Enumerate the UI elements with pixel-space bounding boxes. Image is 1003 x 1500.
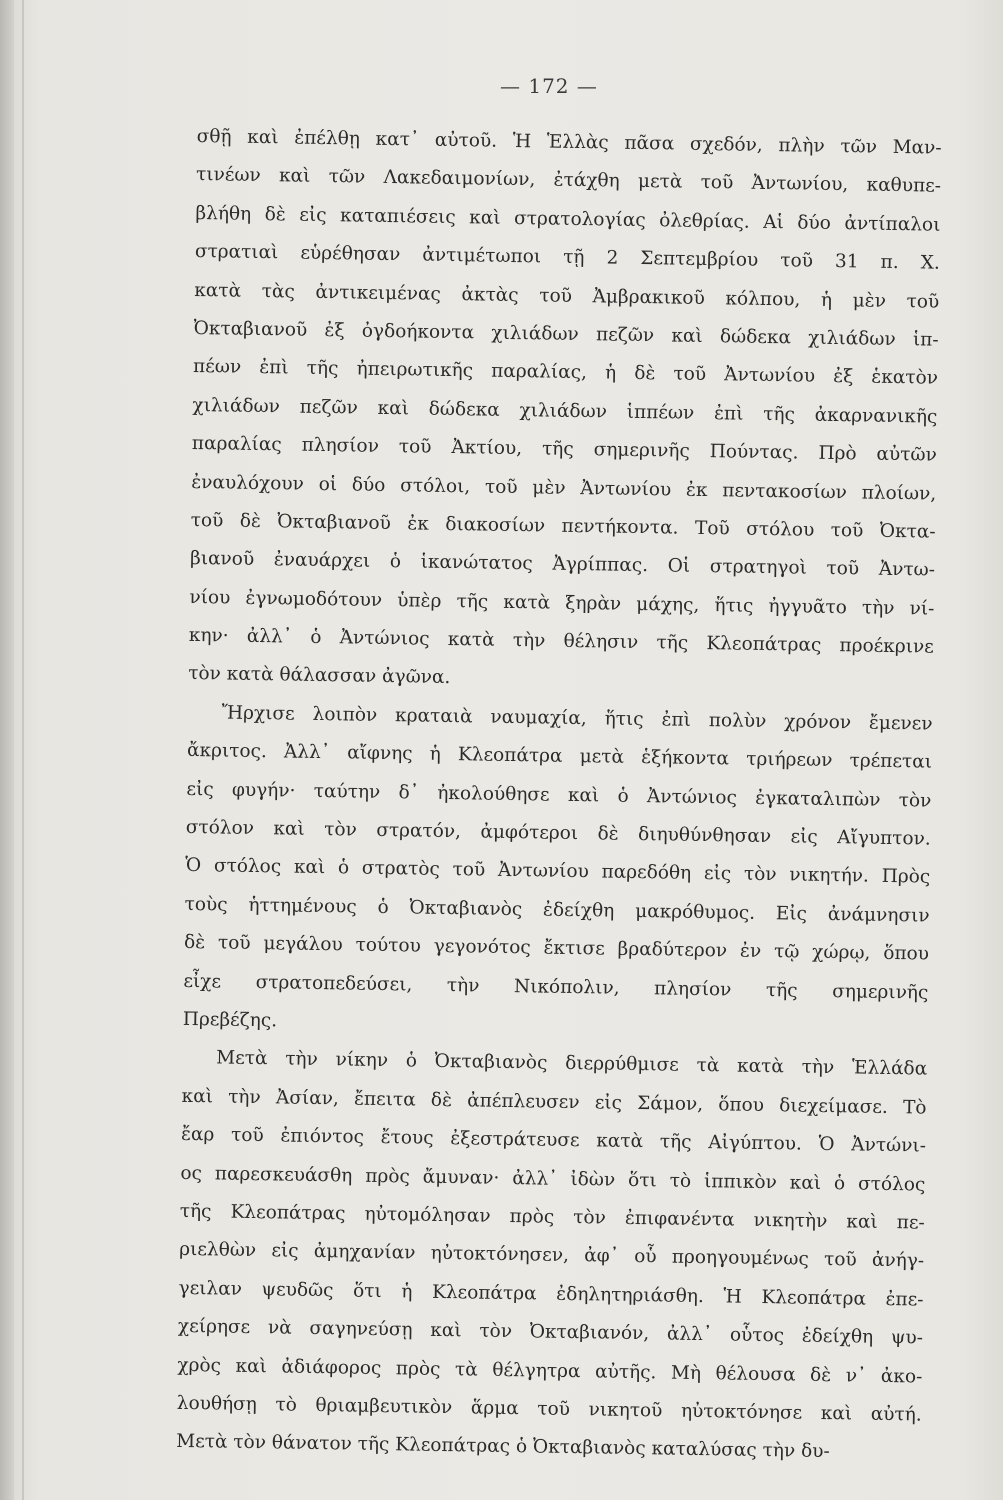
text-line: κην· ἀλλ᾽ ὁ Ἀντώνιος κατὰ τὴν θέλησιν τῆς Κλεοπάτρας προέκρινε: [188, 625, 934, 658]
text-line: λουθήσῃ τὸ θριαμβευτικὸν ἅρμα τοῦ νικητοῦ ηὐτοκτόνησε καὶ αὐτή.: [176, 1392, 922, 1426]
text-line: εἶχε στρατοπεδεύσει, τὴν Νικόπολιν, πλησίον τῆς σημερινῆς: [183, 970, 929, 1004]
gutter-line: [22, 0, 24, 1500]
text-line: ἄκριτος. Ἀλλ᾽ αἴφνης ἡ Κλεοπάτρα μετὰ ἑξήκοντα τριήρεων τρέπεται: [186, 740, 933, 773]
text-line: ριελθὼν εἰς ἀμηχανίαν ηὐτοκτόνησεν, ἀφ᾽ οὗ προηγουμένως τοῦ ἀνήγ-: [179, 1239, 925, 1272]
text-line: στρατιαὶ εὑρέθησαν ἀντιμέτωποι τῇ 2 Σεπτεμβρίου τοῦ 31 π. Χ.: [194, 241, 940, 274]
text-line: Μετὰ τὸν θάνατον τῆς Κλεοπάτρας ὁ Ὀκταβιανὸς καταλύσας τὴν δυ-: [176, 1431, 830, 1463]
text-line: Ὀκταβιανοῦ ἐξ ὀγδοήκοντα χιλιάδων πεζῶν καὶ δώδεκα χιλιάδων ἱπ-: [193, 317, 939, 351]
text-line: χιλιάδων πεζῶν καὶ δώδεκα χιλιάδων ἱππέων ἐπὶ τῆς ἀκαρνανικῆς: [192, 394, 938, 428]
text-line: κατὰ τὰς ἀντικειμένας ἀκτὰς τοῦ Ἀμβρακικοῦ κόλπου, ἡ μὲν τοῦ: [194, 279, 940, 313]
page-number: — 172 —: [500, 74, 598, 98]
text-line: ἐναυλόχουν οἱ δύο στόλοι, τοῦ μὲν Ἀντωνίου ἐκ πεντακοσίων πλοίων,: [191, 471, 937, 505]
text-line: πέων ἐπὶ τῆς ἠπειρωτικῆς παραλίας, ἡ δὲ τοῦ Ἀντωνίου ἐξ ἑκατὸν: [192, 356, 939, 390]
text-line: καὶ τὴν Ἀσίαν, ἔπειτα δὲ ἀπέπλευσεν εἰς Σάμον, ὅπου διεχείμασε. Τὸ: [181, 1085, 927, 1119]
text-line: χείρησε νὰ σαγηνεύσῃ καὶ τὸν Ὀκταβιανόν, ἀλλ᾽ οὗτος ἐδείχθη ψυ-: [177, 1315, 924, 1349]
text-line: τὸν κατὰ θάλασσαν ἀγῶνα.: [188, 663, 451, 689]
text-line: παραλίας πλησίον τοῦ Ἀκτίου, τῆς σημερινῆς Πούντας. Πρὸ αὐτῶν: [191, 433, 937, 466]
text-line: δὲ τοῦ μεγάλου τούτου γεγονότος ἔκτισε βραδύτερον ἐν τῷ χώρῳ, ὅπου: [183, 932, 930, 965]
text-line: σθῇ καὶ ἐπέλθῃ κατ᾽ αὐτοῦ. Ἡ Ἑλλὰς πᾶσα σχεδόν, πλὴν τῶν Μαν-: [196, 125, 942, 159]
text-line: εἰς φυγήν· ταύτην δ᾽ ἠκολούθησε καὶ ὁ Ἀντώνιος ἐγκαταλιπὼν τὸν: [186, 778, 932, 812]
text-line: Μετὰ τὴν νίκην ὁ Ὀκταβιανὸς διερρύθμισε τὰ κατὰ τὴν Ἑλλάδα: [216, 1047, 928, 1080]
text-line: χρὸς καὶ ἀδιάφορος πρὸς τὰ θέλγητρα αὐτῆς. Μὴ θέλουσα δὲ ν᾽ ἀκο-: [177, 1354, 923, 1388]
text-line: Πρεβέζης.: [182, 1008, 278, 1032]
text-line: γειλαν ψευδῶς ὅτι ἡ Κλεοπάτρα ἐδηλητηριάσθη. Ἡ Κλεοπάτρα ἐπε-: [178, 1277, 924, 1311]
text-line: βιανοῦ ἐναυάρχει ὁ ἱκανώτατος Ἀγρίππας. Οἱ στρατηγοὶ τοῦ Ἀντω-: [189, 548, 936, 581]
text-line: τινέων καὶ τῶν Λακεδαιμονίων, ἐτάχθη μετὰ τοῦ Ἀντωνίου, καθυπε-: [195, 164, 942, 198]
text-line: βλήθη δὲ εἰς καταπιέσεις καὶ στρατολογίας ὀλεθρίας. Αἱ δύο ἀντίπαλοι: [195, 202, 941, 236]
text-line: στόλον καὶ τὸν στρατόν, ἀμφότεροι δὲ διηυθύνθησαν εἰς Αἴγυπτον.: [185, 816, 931, 850]
text-line: ος παρεσκευάσθη πρὸς ἄμυναν· ἀλλ᾽ ἰδὼν ὅτι τὸ ἱππικὸν καὶ ὁ στόλος: [180, 1162, 926, 1196]
text-line: ἔαρ τοῦ ἐπιόντος ἔτους ἐξεστράτευσε κατὰ τῆς Αἰγύπτου. Ὁ Ἀντώνι-: [180, 1124, 927, 1157]
text-line: τοῦ δὲ Ὀκταβιανοῦ ἐκ διακοσίων πεντήκοντα. Τοῦ στόλου τοῦ Ὀκτα-: [190, 509, 936, 543]
text-line: Ἤρχισε λοιπὸν κραταιὰ ναυμαχία, ἥτις ἐπὶ πολὺν χρόνον ἔμενεν: [221, 702, 933, 735]
text-line: Ὁ στόλος καὶ ὁ στρατὸς τοῦ Ἀντωνίου παρεδόθη εἰς τὸν νικητήν. Πρὸς: [185, 855, 931, 889]
text-line: νίου ἐγνωμοδότουν ὑπὲρ τῆς κατὰ ξηρὰν μάχης, ἥτις ἠγγυᾶτο τὴν νί-: [189, 586, 935, 620]
book-spine-shadow: [0, 0, 14, 1500]
text-line: τοὺς ἡττημένους ὁ Ὀκταβιανὸς ἐδείχθη μακρόθυμος. Εἰς ἀνάμνησιν: [184, 893, 930, 927]
body-text: [176, 118, 942, 1473]
text-line: τῆς Κλεοπάτρας ηὐτομόλησαν πρὸς τὸν ἐπιφανέντα νικητὴν καὶ πε-: [179, 1200, 925, 1234]
